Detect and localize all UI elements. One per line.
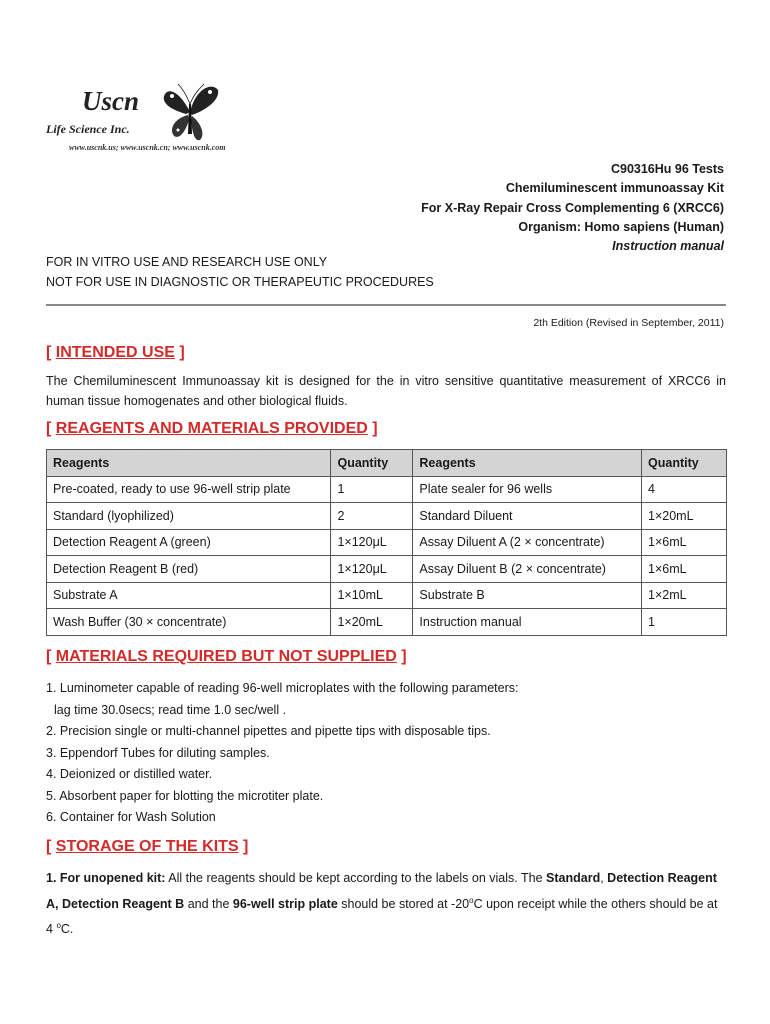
storage-lead: 1. For unopened kit: xyxy=(46,871,166,885)
table-cell: Standard (lyophilized) xyxy=(47,503,331,530)
section-title-text: MATERIALS REQUIRED BUT NOT SUPPLIED xyxy=(55,648,397,665)
storage-text-part: C. xyxy=(60,922,74,937)
table-cell: Wash Buffer (30 × concentrate) xyxy=(47,609,331,636)
kit-type: Chemiluminescent immunoassay Kit xyxy=(505,181,724,196)
storage-text-part: and the xyxy=(184,896,233,911)
storage-text-part: C upon receipt while the others should be at 4 xyxy=(46,896,718,937)
storage-text-part: All the reagents should be kept according to the labels on vials. The xyxy=(165,871,547,885)
logo-name: Uscn xyxy=(82,86,140,116)
table-cell: Instruction manual xyxy=(413,609,642,636)
table-cell: 1×20mL xyxy=(331,609,413,636)
table-row xyxy=(47,476,727,503)
table-row xyxy=(47,582,727,609)
degree-sign: o xyxy=(469,895,474,905)
list-item: 3. Eppendorf Tubes for diluting samples. xyxy=(46,745,270,760)
table-header-row xyxy=(47,450,727,477)
table-row xyxy=(47,503,727,530)
table-row xyxy=(47,529,727,556)
list-item: lag time 30.0secs; read time 1.0 sec/well . xyxy=(54,702,287,717)
storage-text-part: , xyxy=(600,871,608,885)
section-title-text: INTENDED USE xyxy=(55,344,175,361)
table-cell: 1×20mL xyxy=(642,503,727,530)
catalog-number: C90316Hu 96 Tests xyxy=(610,162,724,176)
kit-target: For X-Ray Repair Cross Complementing 6 (XRCC6) xyxy=(421,200,724,215)
list-item: 6. Container for Wash Solution xyxy=(46,810,216,824)
section-title-text: STORAGE OF THE KITS xyxy=(55,838,239,855)
column-header: Quantity xyxy=(331,450,413,477)
disclaimer-line: NOT FOR USE IN DIAGNOSTIC OR THERAPEUTIC PROCEDURES xyxy=(46,274,434,289)
butterfly-icon xyxy=(160,82,220,146)
table-cell: 1×2mL xyxy=(642,582,727,609)
table-row xyxy=(47,556,727,583)
table-cell: Detection Reagent A (green) xyxy=(47,529,331,556)
section-title-intended-use: [ INTENDED USE ] xyxy=(46,344,185,361)
storage-text xyxy=(46,867,726,941)
kit-header xyxy=(421,160,724,256)
table-cell: 1×120μL xyxy=(331,529,413,556)
list-item: 2. Precision single or multi-channel pipettes and pipette tips with disposable tips. xyxy=(46,724,491,738)
list-item: 5. Absorbent paper for blotting the microtiter plate. xyxy=(46,788,324,803)
table-cell: 1×6mL xyxy=(642,529,727,556)
section-title-storage: [ STORAGE OF THE KITS ] xyxy=(46,838,249,855)
table-cell: 1×10mL xyxy=(331,582,413,609)
table-cell: 1×6mL xyxy=(642,556,727,583)
table-cell: Detection Reagent B (red) xyxy=(47,556,331,583)
table-row xyxy=(47,609,727,636)
storage-bold: Detection Reagent A, Detection Reagent B xyxy=(46,871,717,911)
table-cell: 4 xyxy=(642,476,727,503)
table-cell: Plate sealer for 96 wells xyxy=(413,476,642,503)
organism: Organism: Homo sapiens (Human) xyxy=(518,219,724,234)
table-cell: Substrate A xyxy=(47,582,331,609)
list-item: 4. Deionized or distilled water. xyxy=(46,767,213,781)
table-cell: Assay Diluent B (2 × concentrate) xyxy=(413,556,642,583)
column-header: Quantity xyxy=(642,450,727,477)
table-cell: 1×120μL xyxy=(331,556,413,583)
table-cell: Standard Diluent xyxy=(413,503,642,530)
reagents-table xyxy=(46,449,727,636)
list-item: 1. Luminometer capable of reading 96-well microplates with the following parameters: xyxy=(46,681,519,695)
column-header: Reagents xyxy=(47,450,331,477)
table-cell: Assay Diluent A (2 × concentrate) xyxy=(413,529,642,556)
table-cell: Pre-coated, ready to use 96-well strip plate xyxy=(47,476,331,503)
table-cell: 1 xyxy=(642,609,727,636)
edition-note: 2th Edition (Revised in September, 2011) xyxy=(533,317,724,329)
logo-subtitle: Life Science Inc. xyxy=(46,122,130,136)
storage-bold: 96-well strip plate xyxy=(232,896,338,911)
degree-sign: o xyxy=(56,921,61,931)
section-title-reagents: [ REAGENTS AND MATERIALS PROVIDED ] xyxy=(46,420,378,437)
logo-urls: www.uscnk.us; www.uscnk.cn; www.uscnk.com xyxy=(69,143,226,152)
divider xyxy=(46,304,726,306)
section-title-materials-required: [ MATERIALS REQUIRED BUT NOT SUPPLIED ] xyxy=(46,648,407,665)
intended-use-text: The Chemiluminescent Immunoassay kit is designed for the in vitro sensitive quantitative measurement of XRCC6 in human tissue homogenates and other biological fluids. xyxy=(46,374,726,408)
disclaimer xyxy=(46,253,434,292)
company-logo xyxy=(46,84,276,164)
table-cell: Substrate B xyxy=(413,582,642,609)
table-cell: 1 xyxy=(331,476,413,503)
materials-list xyxy=(46,678,518,829)
table-cell: 2 xyxy=(331,503,413,530)
storage-bold: Standard xyxy=(546,871,601,885)
column-header: Reagents xyxy=(413,450,642,477)
storage-text-part: should be stored at -20 xyxy=(337,896,470,911)
doc-type: Instruction manual xyxy=(612,239,724,254)
disclaimer-line: FOR IN VITRO USE AND RESEARCH USE ONLY xyxy=(46,255,328,269)
section-title-text: REAGENTS AND MATERIALS PROVIDED xyxy=(55,420,368,437)
